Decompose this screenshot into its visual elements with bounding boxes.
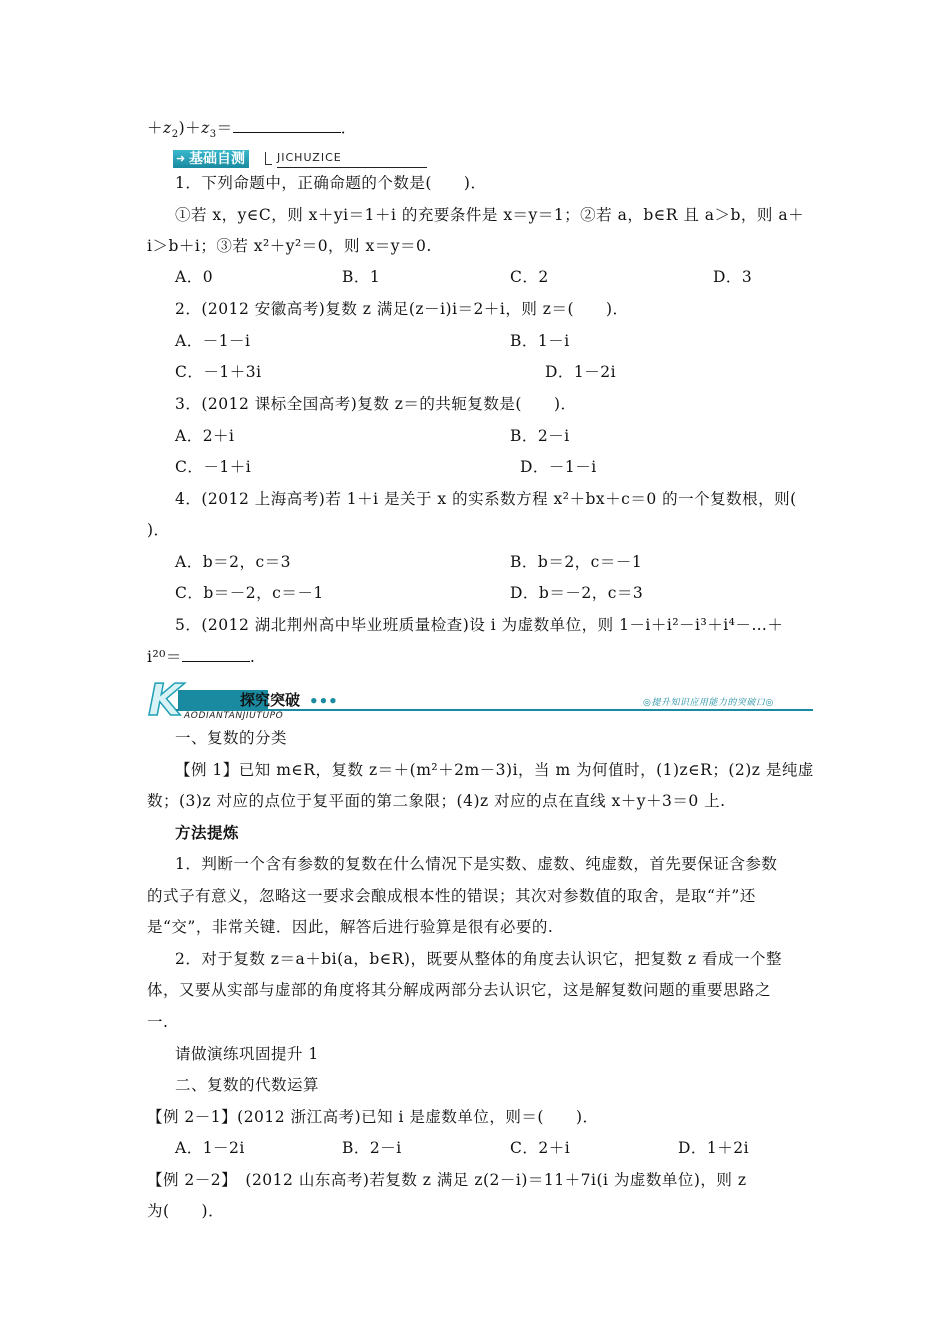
header-title: 探究突破 bbox=[240, 691, 301, 709]
q4-option-c: C．b＝－2，c＝－1 bbox=[175, 584, 324, 602]
example-2-1-stem: 【例 2－1】(2012 浙江高考)已知 i 是虚数单位，则＝( )． bbox=[147, 1108, 599, 1126]
q1-line3: i＞b＋i；③若 x²＋y²＝0，则 x＝y＝0. bbox=[147, 237, 432, 255]
section-title-operations: 二、复数的代数运算 bbox=[175, 1076, 320, 1094]
section-header-explore bbox=[148, 675, 813, 726]
q4-option-d: D．b＝－2，c＝3 bbox=[510, 584, 644, 602]
header-english: JICHUZICE bbox=[277, 151, 342, 164]
ex21-option-a: A．1－2i bbox=[175, 1139, 245, 1157]
method-p1-line2: 的式子有意义，忽略这一要求会酿成根本性的错误；其次对参数值的取舍，是取“并”还 bbox=[147, 887, 756, 905]
q1-option-c: C．2 bbox=[510, 268, 549, 286]
header-letter-logo: K bbox=[148, 675, 183, 726]
method-p1-line1: 1．判断一个含有参数的复数在什么情况下是实数、虚数、纯虚数，首先要保证含参数 bbox=[175, 855, 778, 873]
q4-stem-cont: )． bbox=[147, 521, 170, 539]
header-pinyin: AODIANTANJIUTUPO bbox=[184, 711, 284, 721]
ex21-option-d: D．1＋2i bbox=[678, 1139, 750, 1157]
q2-stem: 2．(2012 安徽高考)复数 z 满足(z－i)i＝2＋i，则 z＝( )． bbox=[175, 300, 629, 318]
plus-sign: ＋ bbox=[147, 119, 164, 137]
example-1-line1: 【例 1】已知 m∈R，复数 z＝＋(m²＋2m－3)i，当 m 为何值时，(1)z∈R；(2)z 是纯虚 bbox=[175, 761, 814, 779]
q1-option-d: D．3 bbox=[713, 268, 753, 286]
q4-option-a: A．b＝2，c＝3 bbox=[175, 553, 292, 571]
q3-option-d: D．－1－i bbox=[520, 458, 597, 476]
equals-sign: ＝ bbox=[216, 119, 233, 137]
period: ． bbox=[340, 119, 357, 137]
q3-stem: 3．(2012 课标全国高考)复数 z＝的共轭复数是( )． bbox=[175, 395, 577, 413]
q1-stem: 1．下列命题中，正确命题的个数是( )． bbox=[175, 174, 487, 192]
example-1-line2: 数；(3)z 对应的点位于复平面的第二象限；(4)z 对应的点在直线 x＋y＋3＝0 上. bbox=[147, 792, 726, 810]
method-p2-line3: 一. bbox=[147, 1013, 169, 1031]
q4-stem: 4．(2012 上海高考)若 1＋i 是关于 x 的实系数方程 x²＋bx＋c＝0 的一个复数根，则( bbox=[175, 490, 797, 508]
ex21-option-b: B．2－i bbox=[342, 1139, 402, 1157]
section-title-classification: 一、复数的分类 bbox=[175, 729, 288, 747]
q5-stem: 5．(2012 湖北荆州高中毕业班质量检查)设 i 为虚数单位，则 1－i＋i²－i³＋i⁴－…＋ bbox=[175, 616, 784, 634]
header-rule bbox=[277, 167, 427, 168]
example-2-2-line1: 【例 2－2】 (2012 山东高考)若复数 z 满足 z(2－i)＝11＋7i(i 为虚数单位)，则 z bbox=[147, 1171, 747, 1189]
plus-sign-2: )＋ bbox=[178, 119, 202, 137]
q3-option-c: C．－1＋i bbox=[175, 458, 252, 476]
method-p2-line1: 2．对于复数 z＝a＋bi(a，b∈R)，既要从整体的角度去认识它，把复数 z 看成一个整 bbox=[175, 950, 782, 968]
section-header-basic-test bbox=[173, 150, 428, 170]
example-2-2-line2: 为( )． bbox=[147, 1202, 225, 1220]
q1-option-b: B．1 bbox=[342, 268, 381, 286]
q2-option-b: B．1－i bbox=[510, 332, 570, 350]
q1-line2: ①若 x，y∈C，则 x＋yi＝1＋i 的充要条件是 x＝y＝1；②若 a，b∈R 且 a＞b，则 a＋ bbox=[175, 206, 805, 224]
q2-option-a: A．－1－i bbox=[175, 332, 251, 350]
q5-expression: i²⁰＝ bbox=[147, 648, 182, 666]
header-title: 基础自测 bbox=[189, 151, 245, 167]
method-title: 方法提炼 bbox=[175, 824, 240, 842]
answer-blank bbox=[233, 118, 341, 133]
method-p2-line2: 体，又要从实部与虚部的角度将其分解成两部分去认识它，这是解复数问题的重要思路之 bbox=[147, 981, 772, 999]
practice-note: 请做演练巩固提升 1 bbox=[175, 1045, 319, 1063]
formula-fragment: $+z_2)+z_3=$ ． bbox=[147, 119, 357, 141]
answer-blank bbox=[182, 647, 250, 662]
q2-option-c: C．－1＋3i bbox=[175, 363, 262, 381]
q1-option-a: A．0 bbox=[175, 268, 214, 286]
q2-option-d: D．1－2i bbox=[545, 363, 617, 381]
pin-icon bbox=[265, 152, 272, 165]
header-dots: ••• bbox=[309, 692, 338, 710]
q5-stem-cont: i²⁰＝ . bbox=[147, 648, 256, 666]
ex21-option-c: C．2＋i bbox=[510, 1139, 571, 1157]
q4-option-b: B．b＝2，c＝－1 bbox=[510, 553, 643, 571]
q3-option-b: B．2－i bbox=[510, 427, 570, 445]
method-p1-line3: 是“交”，非常关键．因此，解答后进行验算是很有必要的. bbox=[147, 918, 554, 936]
q3-option-a: A．2＋i bbox=[175, 427, 235, 445]
header-slogan: ◎提升知识应用能力的突破口◎ bbox=[643, 698, 774, 708]
arrow-icon: ➜ bbox=[176, 152, 186, 165]
